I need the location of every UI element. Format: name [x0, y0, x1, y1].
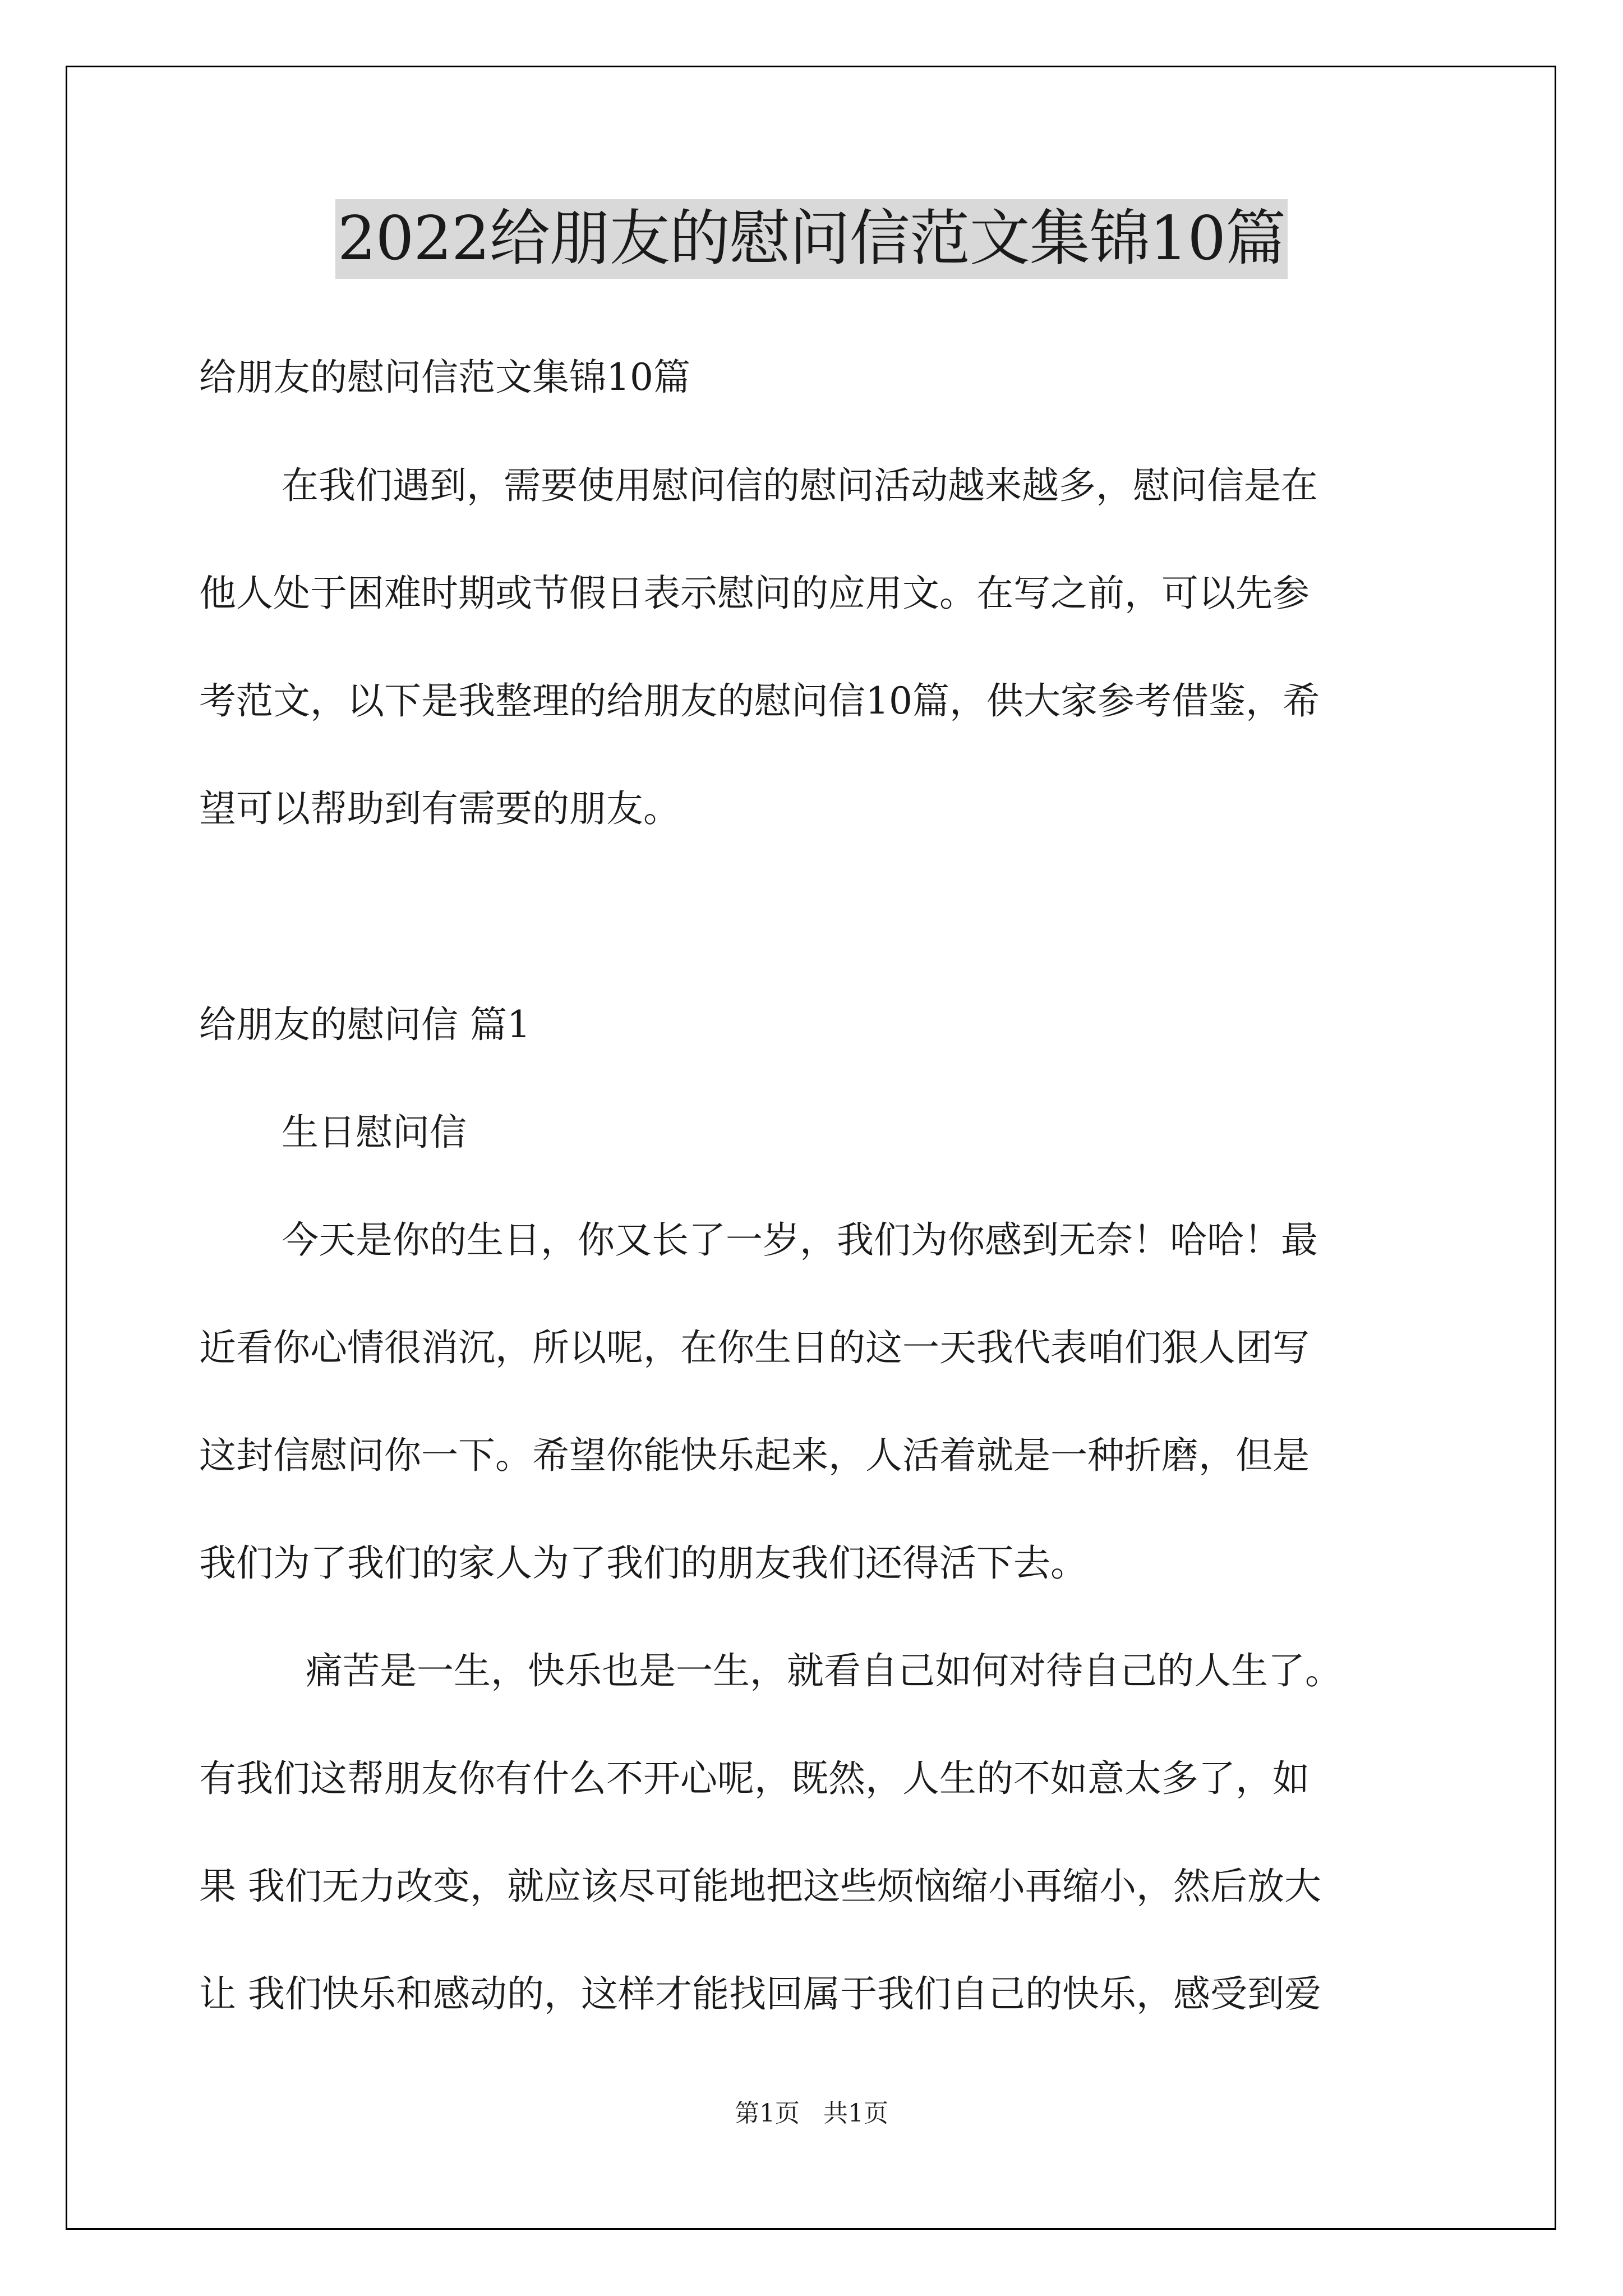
paragraph-line: 让 我们快乐和感动的，这样才能找回属于我们自己的快乐，感受到爱	[199, 1972, 1321, 2016]
paragraph-line: 这封信慰问你一下。希望你能快乐起来，人活着就是一种折磨，但是	[199, 1434, 1310, 1477]
subtitle-line: 给朋友的慰问信范文集锦10篇	[199, 356, 690, 399]
section-heading: 给朋友的慰问信 篇1	[199, 1003, 531, 1046]
page-footer	[0, 2098, 1623, 2129]
document-title: 2022给朋友的慰问信范文集锦10篇	[335, 199, 1288, 279]
paragraph-line: 有我们这帮朋友你有什么不开心呢，既然，人生的不如意太多了，如	[199, 1757, 1310, 1800]
paragraph-line: 我们为了我们的家人为了我们的朋友我们还得活下去。	[199, 1542, 1087, 1585]
paragraph-line: 望可以帮助到有需要的朋友。	[199, 787, 680, 830]
paragraph-line: 今天是你的生日，你又长了一岁，我们为你感到无奈！哈哈！最	[282, 1218, 1318, 1262]
paragraph-line: 在我们遇到，需要使用慰问信的慰问活动越来越多，慰问信是在	[282, 464, 1318, 507]
paragraph-line: 考范文，以下是我整理的给朋友的慰问信10篇，供大家参考借鉴，希	[199, 679, 1320, 723]
paragraph-line: 果 我们无力改变，就应该尽可能地把这些烦恼缩小再缩小，然后放大	[199, 1865, 1321, 1908]
page-number-current: 第1页	[735, 2099, 800, 2128]
paragraph-line: 近看你心情很消沉，所以呢，在你生日的这一天我代表咱们狠人团写	[199, 1326, 1310, 1369]
section-subheading: 生日慰问信	[282, 1111, 467, 1154]
page-number-total: 共1页	[823, 2099, 888, 2128]
paragraph-line: 痛苦是一生，快乐也是一生，就看自己如何对待自己的人生了。	[306, 1649, 1342, 1692]
paragraph-line: 他人处于困难时期或节假日表示慰问的应用文。在写之前，可以先参	[199, 572, 1310, 615]
title-container	[0, 199, 1623, 279]
